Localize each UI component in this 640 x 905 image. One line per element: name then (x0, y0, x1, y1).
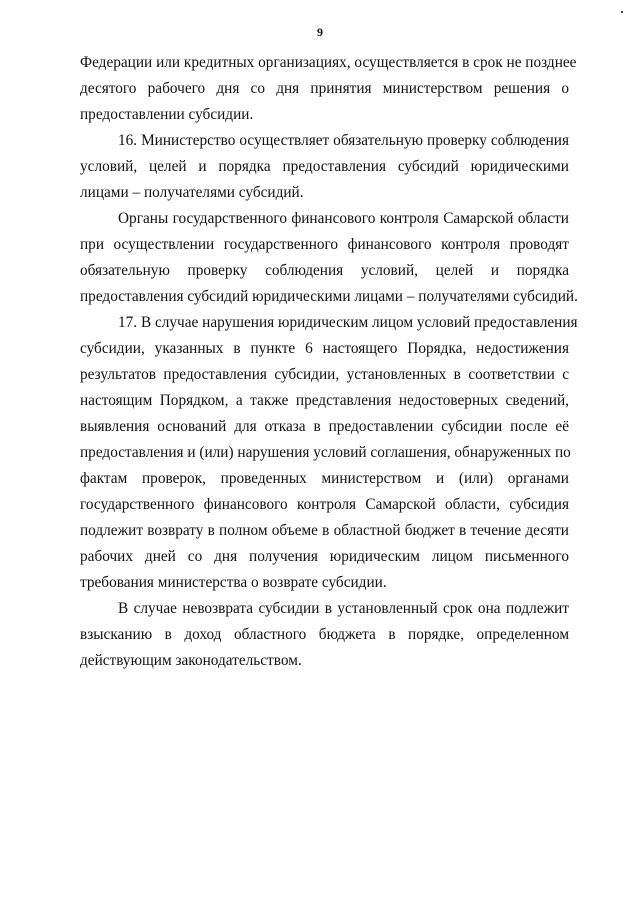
text-line: при осуществлении государственного финансового контроля проводят (80, 236, 569, 253)
text-line: В случае невозврата субсидии в установленный срок она подлежит (118, 600, 569, 617)
text-line: действующим законодательством. (80, 652, 302, 669)
text-line: предоставления субсидий юридическими лицами – получателями субсидий. (80, 288, 578, 305)
text-line: взысканию в доход областного бюджета в порядке, определенном (80, 626, 569, 643)
text-line: субсидии, указанных в пункте 6 настоящего Порядка, недостижения (80, 340, 569, 357)
text-line: государственного финансового контроля Самарской области, субсидия (80, 496, 569, 513)
page-number: 9 (317, 25, 323, 39)
paragraph (80, 310, 578, 596)
text-line: фактам проверок, проведенных министерством и (или) органами (80, 470, 569, 487)
text-line: десятого рабочего дня со дня принятия министерством решения о (80, 80, 569, 97)
text-line: выявления оснований для отказа в предоставлении субсидии после её (80, 418, 569, 435)
text-line: настоящим Порядком, а также представления недостоверных сведений, (80, 392, 569, 409)
text-line: условий, целей и порядка предоставления субсидий юридическими (80, 158, 569, 175)
document-body (80, 50, 578, 674)
scan-speck (621, 11, 623, 13)
text-line: лицами – получателями субсидий. (80, 184, 304, 201)
text-line: предоставления и (или) нарушения условий соглашения, обнаруженных по (80, 444, 571, 461)
text-line: Федерации или кредитных организациях, осуществляется в срок не позднее (80, 54, 577, 71)
text-line: результатов предоставления субсидии, установленных в соответствии с (80, 366, 569, 383)
text-line: обязательную проверку соблюдения условий, целей и порядка (80, 262, 569, 279)
paragraph (80, 596, 569, 674)
text-line: подлежит возврату в полном объеме в областной бюджет в течение десяти (80, 522, 569, 539)
text-line: предоставлении субсидии. (80, 106, 254, 123)
text-line: 17. В случае нарушения юридическим лицом условий предоставления (118, 314, 578, 331)
paragraph (80, 50, 577, 128)
text-line: Органы государственного финансового контроля Самарской области (118, 210, 569, 227)
text-line: рабочих дней со дня получения юридическим лицом письменного (80, 548, 569, 565)
paragraph (80, 128, 569, 206)
paragraph (80, 206, 578, 310)
text-line: требования министерства о возврате субсидии. (80, 574, 387, 591)
text-line: 16. Министерство осуществляет обязательную проверку соблюдения (118, 132, 569, 149)
